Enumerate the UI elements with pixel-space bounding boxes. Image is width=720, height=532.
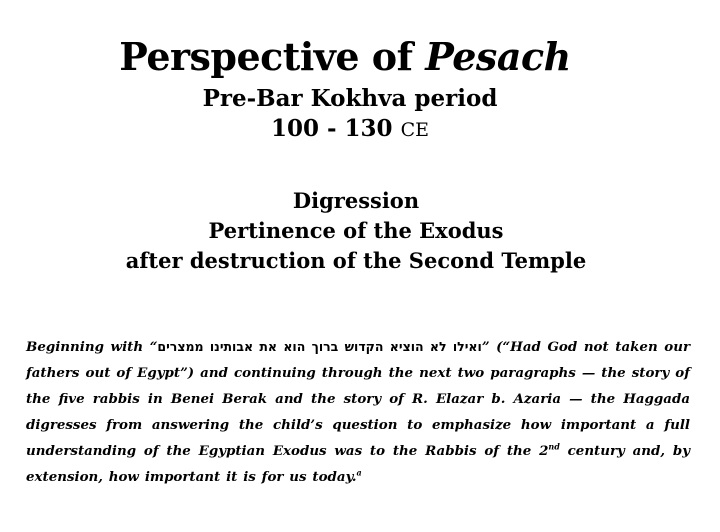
hebrew-quote: ואילו לא הוציא הקדוש ברוך הוא את אבותינו ממצרים	[157, 339, 482, 355]
era-label: CE	[400, 119, 430, 141]
section-heading-line-2: Pertinence of the Exodus	[208, 218, 504, 243]
years-subtitle	[0, 114, 700, 145]
paragraph-part-3: century and, by extension, how important it is for us today.	[26, 443, 690, 486]
period-subtitle: Pre-Bar Kokhva period	[202, 85, 498, 112]
body-paragraph	[26, 334, 690, 490]
footnote-marker[interactable]: a	[356, 467, 362, 478]
paragraph-part-1: Beginning with “	[26, 339, 158, 356]
title-prefix: Perspective of	[119, 34, 426, 79]
years-range: 100 - 130	[270, 115, 393, 142]
paragraph-part-2: ” (“Had God not taken our fathers out of Egypt”) and continuing through the next two paragraphs — the story of the five rabbis in Benei Berak and the story of R. Elazar b. Azaria — the Haggada digresses from answering the child’s question to emphasize how important a full understanding of the Egyptian Exodus was to the Rabbis of the 2	[26, 339, 691, 460]
page-title	[0, 34, 690, 80]
ordinal-superscript: nd	[548, 441, 560, 452]
section-heading-line-1: Digression	[292, 188, 420, 213]
section-heading-line-3: after destruction of the Second Temple	[125, 248, 587, 273]
title-italic: Pesach	[425, 34, 571, 79]
